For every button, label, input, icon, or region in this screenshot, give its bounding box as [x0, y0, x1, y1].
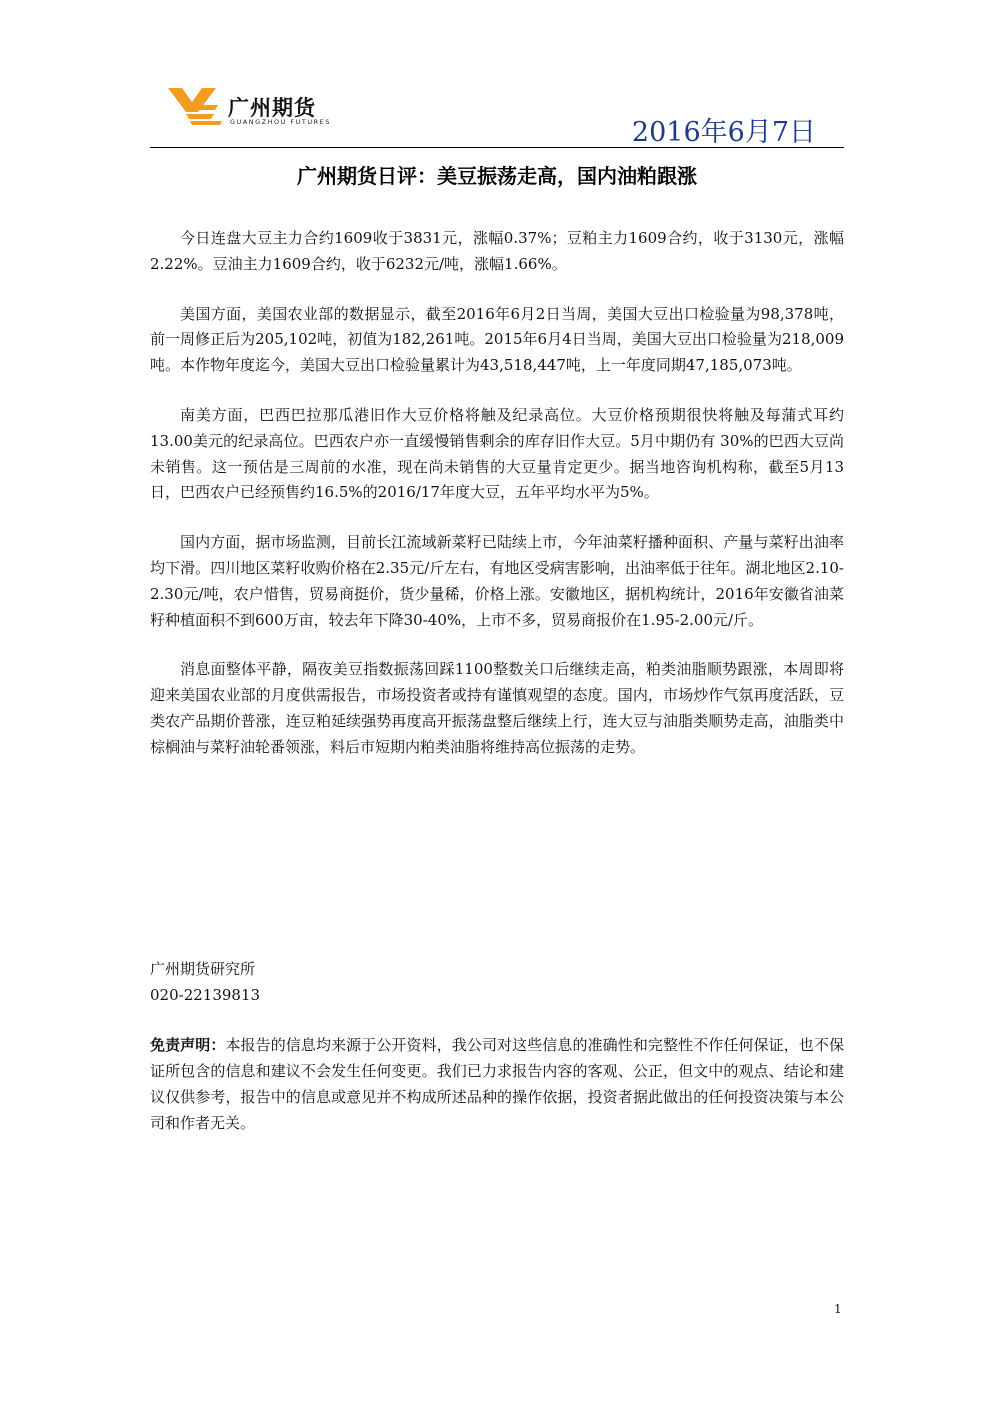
logo-text-en: GUANGZHOU FUTURES	[230, 118, 331, 126]
page-header	[0, 0, 992, 150]
contact-org: 广州期货研究所	[150, 960, 256, 978]
company-logo	[168, 86, 368, 132]
disclaimer-text: 本报告的信息均来源于公开资料，我公司对这些信息的准确性和完整性不作任何保证，也不保证所包含的信息和建议不会发生任何变更。我们已力求报告内容的客观、公正，但文中的观点、结论和建议仅供参考，报告中的信息或意见并不构成所述品种的操作依据，投资者据此做出的任何投资决策与本公司和作者无关。	[150, 1036, 844, 1132]
paragraph-us-market: 美国方面，美国农业部的数据显示，截至2016年6月2日当周，美国大豆出口检验量为98,378吨，前一周修正后为205,102吨，初值为182,261吨。2015年6月4日当周，美国大豆出口检验量为218,009吨。本作物年度迄今，美国大豆出口检验量累计为43,518,447吨，上一年度同期47,185,073吨。	[150, 304, 844, 375]
disclaimer-label: 免责声明：	[150, 1036, 226, 1054]
report-body	[150, 226, 844, 785]
logo-mark-icon	[168, 86, 224, 126]
header-divider	[150, 147, 844, 148]
contact-phone: 020-22139813	[150, 986, 261, 1004]
paragraph-outlook: 消息面整体平静，隔夜美豆指数振荡回踩1100整数关口后继续走高，粕类油脂顺势跟涨，本周即将迎来美国农业部的月度供需报告，市场投资者或持有谨慎观望的态度。国内，市场炒作气氛再度活跃，豆类农产品期价普涨，连豆粕延续强势再度高开振荡盘整后继续上行，连大豆与油脂类顺势走高，油脂类中棕榈油与菜籽油轮番领涨，料后市短期内粕类油脂将维持高位振荡的走势。	[150, 660, 844, 756]
disclaimer-block	[150, 1032, 844, 1136]
logo-text-cn: 广州期货	[228, 96, 316, 120]
page-number: 1	[834, 1302, 842, 1316]
report-title: 广州期货日评：美豆振荡走高，国内油粕跟涨	[297, 164, 697, 188]
paragraph-south-america: 南美方面，巴西巴拉那瓜港旧作大豆价格将触及纪录高位。大豆价格预期很快将触及每蒲式耳约13.00美元的纪录高位。巴西农户亦一直缓慢销售剩余的库存旧作大豆。5月中期仍有 30%的巴西大豆尚未销售。这一预估是三周前的水准，现在尚未销售的大豆量肯定更少。据当地咨询机构称，截至5月13日，巴西农户已经预售约16.5%的2016/17年度大豆，五年平均水平为5%。	[150, 405, 844, 502]
paragraph-market-summary: 今日连盘大豆主力合约1609收于3831元，涨幅0.37%；豆粕主力1609合约，收于3130元，涨幅2.22%。豆油主力1609合约，收于6232元/吨，涨幅1.66%。	[150, 229, 844, 273]
report-date: 2016年6月7日	[631, 117, 816, 148]
paragraph-domestic: 国内方面，据市场监测，目前长江流域新菜籽已陆续上市，今年油菜籽播种面积、产量与菜籽出油率均下滑。四川地区菜籽收购价格在2.35元/斤左右，有地区受病害影响，出油率低于往年。湖北地区2.10-2.30元/吨，农户惜售，贸易商挺价，货少量稀，价格上涨。安徽地区，据机构统计，2016年安徽省油菜籽种植面积不到600万亩，较去年下降30-40%，上市不多，贸易商报价在1.95-2.00元/斤。	[150, 533, 844, 629]
contact-block	[150, 956, 844, 1008]
